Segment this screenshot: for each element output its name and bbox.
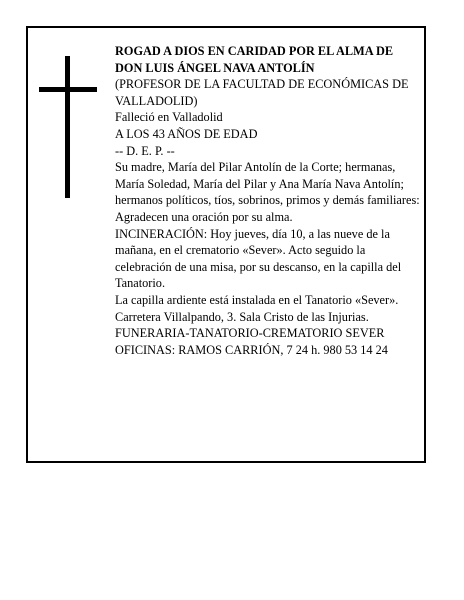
age-at-death: A LOS 43 AÑOS DE EDAD: [115, 126, 258, 141]
header-line: ROGAD A DIOS EN CARIDAD POR EL ALMA DE: [115, 44, 394, 58]
place-of-death: Falleció en Valladolid: [115, 110, 223, 125]
family-list: Su madre, María del Pilar Antolín de la Corte; hermanas, María Soledad, María del Pilar y Ana María Nava Antolín; hermanos políticos, tíos, sobrinos, primos y demás familiares:: [115, 160, 420, 208]
deceased-title: (PROFESOR DE LA FACULTAD DE ECONÓMICAS DE VALLADOLID): [115, 77, 409, 108]
cross-vertical-bar: [65, 56, 70, 198]
deceased-name: DON LUIS ÁNGEL NAVA ANTOLÍN: [115, 60, 315, 75]
cremation-info: INCINERACIÓN: Hoy jueves, día 10, a las nueve de la mañana, en el crematorio «Sever». Acto seguido la celebración de una misa, por su descanso, en la capilla del Tanatorio.: [115, 226, 402, 291]
funeral-home-name: FUNERARIA-TANATORIO-CREMATORIO SEVER: [115, 326, 385, 341]
cross-icon: [39, 56, 97, 198]
rip-line: -- D. E. P. --: [115, 143, 175, 158]
offices-contact: OFICINAS: RAMOS CARRIÓN, 7 24 h. 980 53 14 24: [115, 342, 388, 357]
obituary-notice: [26, 26, 426, 463]
notice-body: [115, 43, 425, 358]
chapel-info: La capilla ardiente está instalada en el Tanatorio «Sever». Carretera Villalpando, 3. Sala Cristo de las Injurias.: [115, 292, 399, 324]
cross-horizontal-bar: [39, 87, 97, 92]
thanks-line: Agradecen una oración por su alma.: [115, 209, 293, 224]
